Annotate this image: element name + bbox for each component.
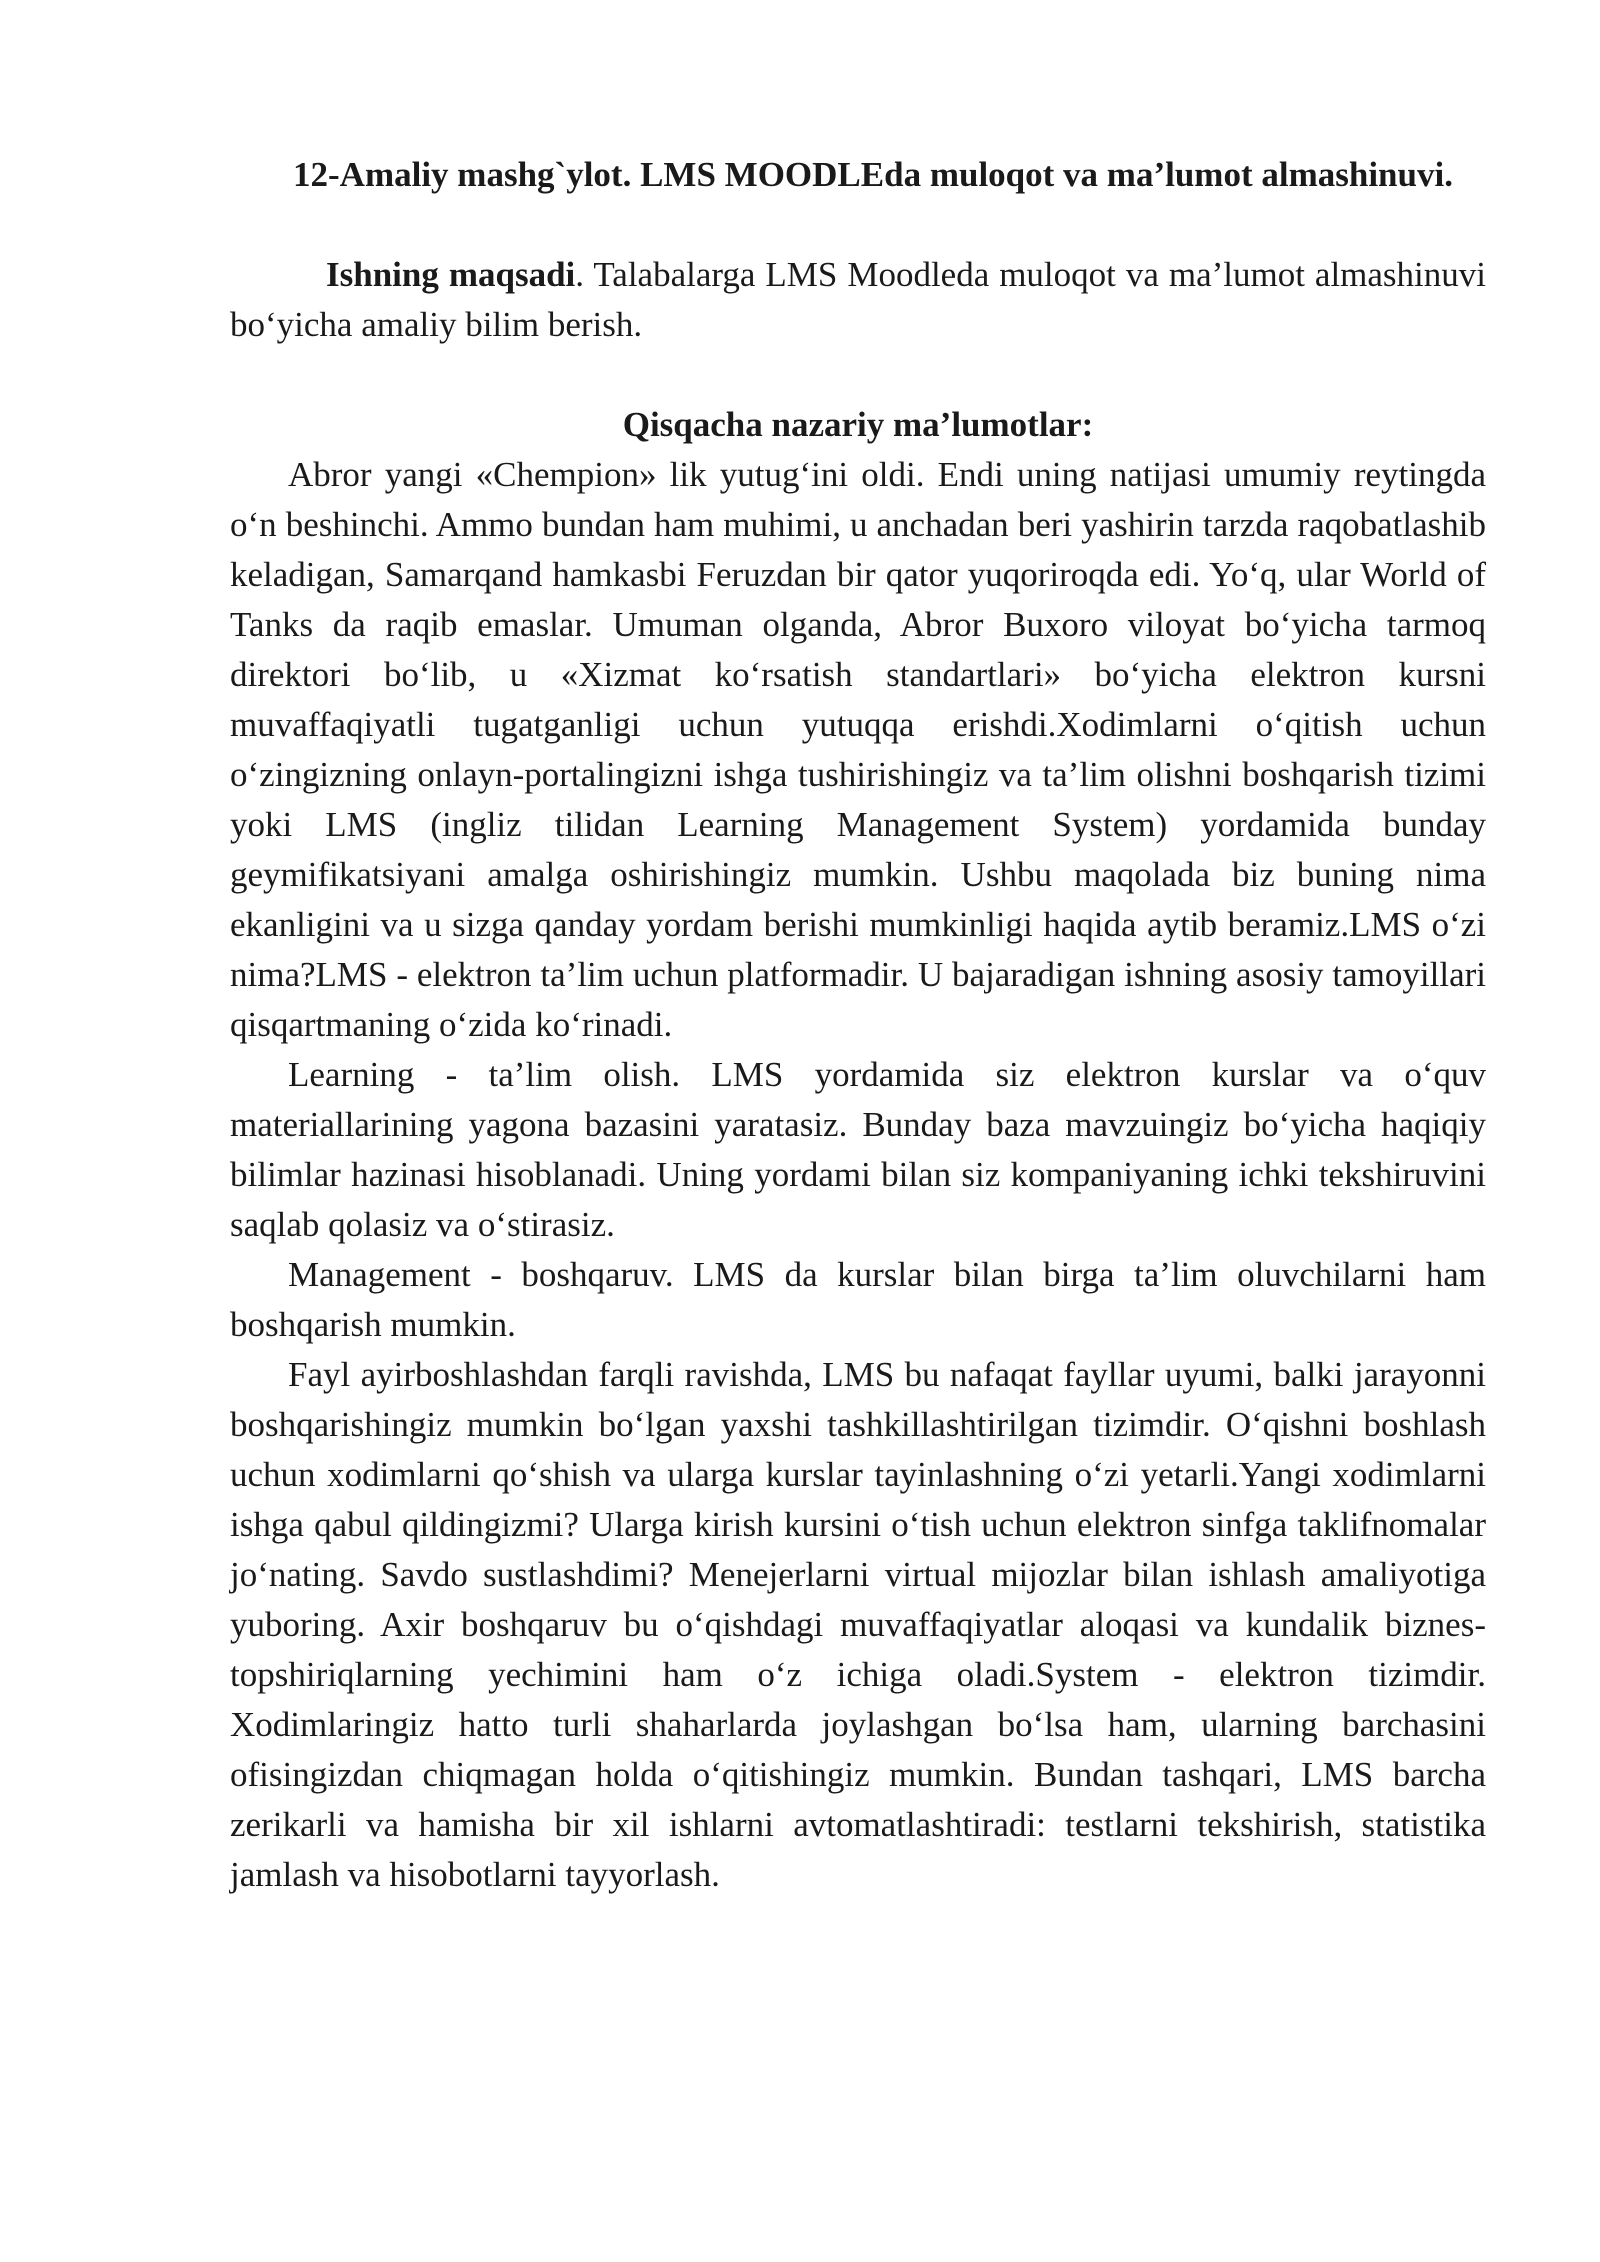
body-paragraph-4: Fayl ayirboshlashdan farqli ravishda, LMS bu nafaqat fayllar uyumi, balki jarayonni boshqarishingiz mumkin bo‘lgan yaxshi tashkillashtirilgan tizimdir. O‘qishni boshlash uchun xodimlarni qo‘shish va ularga kurslar tayinlashning o‘zi yetarli.Yangi xodimlarni ishga qabul qildingizmi? Ularga kirish kursini o‘tish uchun elektron sinfga taklifnomalar jo‘nating. Savdo sustlashdimi? Menejerlarni virtual mijozlar bilan ishlash amaliyotiga yuboring. Axir boshqaruv bu o‘qishdagi muvaffaqiyatlar aloqasi va kundalik biznes-topshiriqlarning yechimini ham o‘z ichiga oladi.System - elektron tizimdir. Xodimlaringiz hatto turli shaharlarda joylashgan bo‘lsa ham, ularning barchasini ofisingizdan chiqmagan holda o‘qitishingiz mumkin. Bundan tashqari, LMS barcha zerikarli va hamisha bir xil ishlarni avtomatlashtiradi: testlarni tekshirish, statistika jamlash va hisobotlarni tayyorlash. — [230, 1355, 1486, 1894]
body-paragraph-2: Learning - ta’lim olish. LMS yordamida siz elektron kurslar va o‘quv materiallarining yagona bazasini yaratasiz. Bunday baza mavzuingiz bo‘yicha haqiqiy bilimlar hazinasi hisoblanadi. Uning yordami bilan siz kompaniyaning ichki tekshiruvini saqlab qolasiz va o‘stirasiz. — [230, 1055, 1486, 1244]
body-paragraph-3: Management - boshqaruv. LMS da kurslar bilan birga ta’lim oluvchilarni ham boshqarish mumkin. — [230, 1255, 1486, 1344]
goal-paragraph — [230, 250, 1486, 350]
document-page — [230, 150, 1486, 1900]
body-paragraph-1: Abror yangi «Chempion» lik yutug‘ini oldi. Endi uning natijasi umumiy reytingda o‘n beshinchi. Ammo bundan ham muhimi, u anchadan beri yashirin tarzda raqobatlashib keladigan, Samarqand hamkasbi Feruzdan bir qator yuqoriroqda edi. Yo‘q, ular World of Tanks da raqib emaslar. Umuman olganda, Abror Buxoro viloyat bo‘yicha tarmoq direktori bo‘lib, u «Xizmat ko‘rsatish standartlari» bo‘yicha elektron kursni muvaffaqiyatli tugatganligi uchun yutuqqa erishdi.Xodimlarni o‘qitish uchun o‘zingizning onlayn-portalingizni ishga tushirishingiz va ta’lim olishni boshqarish tizimi yoki LMS (ingliz tilidan Learning Management System) yordamida bunday geymifikatsiyani amalga oshirishingiz mumkin. Ushbu maqolada biz buning nima ekanligini va u sizga qanday yordam berishi mumkinligi haqida aytib beramiz.LMS o‘zi nima?LMS - elektron ta’lim uchun platformadir. U bajaradigan ishning asosiy tamoyillari qisqartmaning o‘zida ko‘rinadi. — [230, 455, 1486, 1044]
section-subtitle: Qisqacha nazariy ma’lumotlar: — [622, 405, 1094, 444]
goal-text: . Talabalarga LMS Moodleda muloqot va ma’lumot almashinuvi bo‘yicha amaliy bilim berish. — [230, 255, 1486, 344]
document-title: 12-Amaliy mashg`ylot. LMS MOODLEda muloqot va ma’lumot almashinuvi. — [293, 155, 1453, 194]
goal-label: Ishning maqsadi — [326, 255, 576, 294]
